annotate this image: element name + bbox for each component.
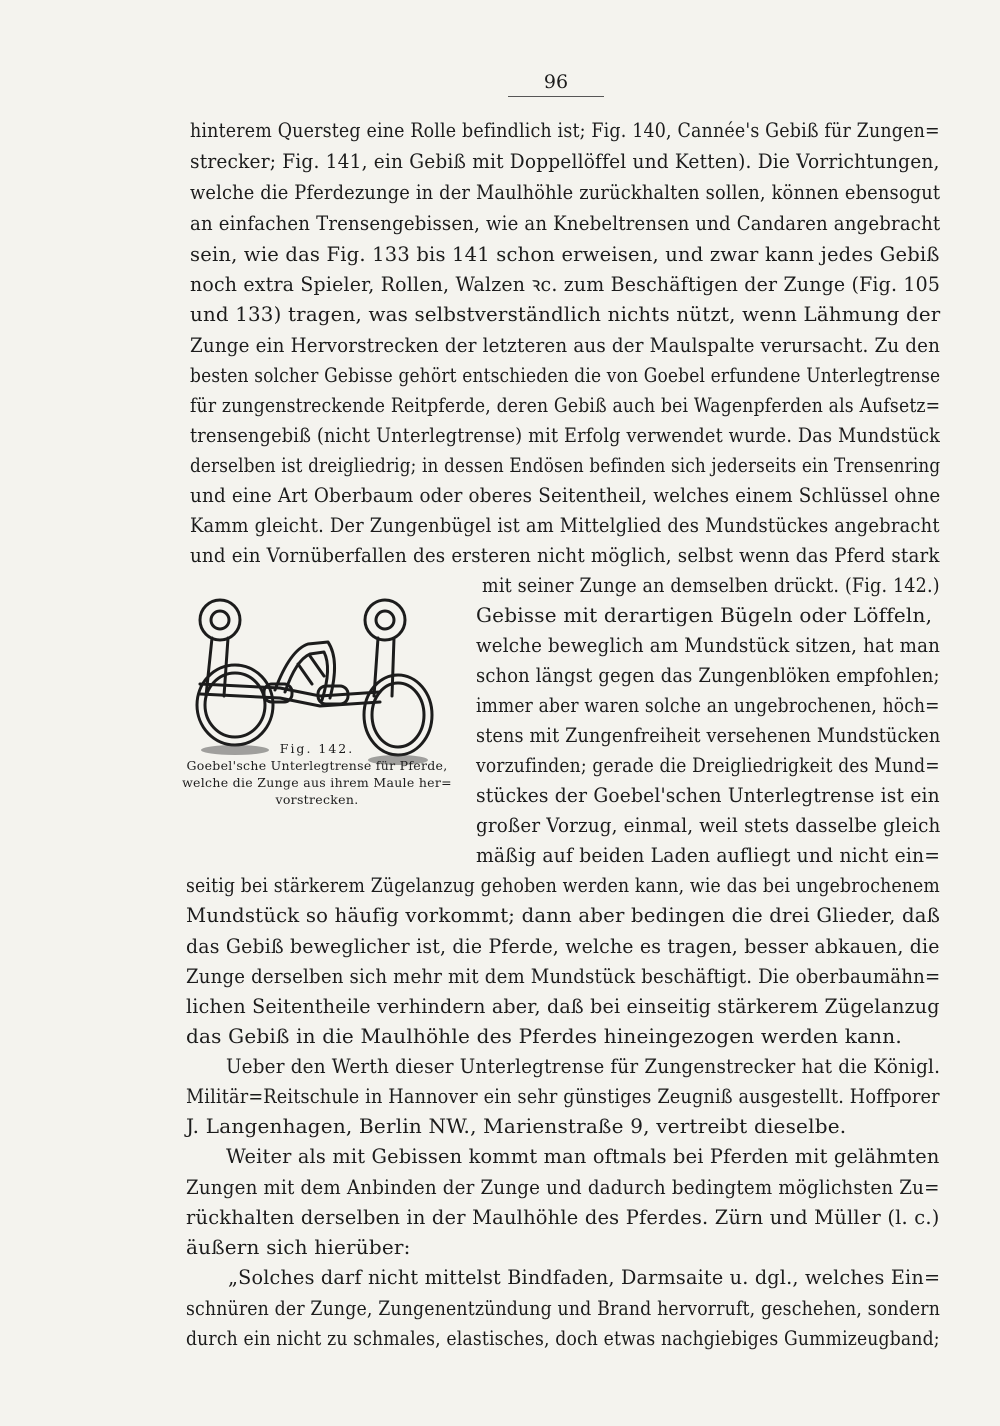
- figure-caption: [176, 740, 458, 808]
- text-line: das Gebiß in die Maulhöhle des Pferdes hineingezogen werden kann.: [186, 1024, 902, 1048]
- text-line: mit seiner Zunge an demselben drückt. (Fig. 142.): [482, 573, 940, 597]
- text-line: Weiter als mit Gebissen kommt man oftmals bei Pferden mit gelähmten: [226, 1144, 940, 1168]
- text-line: Zunge ein Hervorstrecken der letzteren aus der Maulspalte verursacht. Zu den: [190, 333, 941, 357]
- text-line: großer Vorzug, einmal, weil stets dasselbe gleich: [476, 813, 941, 837]
- text-line: und ein Vornüberfallen des ersteren nicht möglich, selbst wenn das Pferd stark: [190, 543, 940, 567]
- text-line: sein, wie das Fig. 133 bis 141 schon erweisen, und zwar kann jedes Gebiß: [190, 242, 940, 266]
- text-line: lichen Seitentheile verhindern aber, daß bei einseitig stärkerem Zügelanzug: [186, 994, 940, 1018]
- text-line: an einfachen Trensengebissen, wie an Knebeltrensen und Candaren angebracht: [190, 211, 941, 235]
- text-line: Zungen mit dem Anbinden der Zunge und dadurch bedingtem möglichsten Zu=: [186, 1175, 940, 1199]
- text-line: rückhalten derselben in der Maulhöhle des Pferdes. Zürn und Müller (l. c.): [186, 1205, 940, 1229]
- page-number: 96: [543, 71, 569, 93]
- text-line: besten solcher Gebisse gehört entschieden die von Goebel erfundene Unterlegtrense: [190, 363, 941, 387]
- text-line: und 133) tragen, was selbstverständlich nichts nützt, wenn Lähmung der: [190, 302, 941, 326]
- text-line: strecker; Fig. 141, ein Gebiß mit Doppellöffel und Ketten). Die Vorrichtungen,: [190, 149, 940, 173]
- figure-label: Fig. 142.: [279, 741, 355, 756]
- text-line: durch ein nicht zu schmales, elastisches, doch etwas nachgiebiges Gummizeugband;: [186, 1326, 940, 1350]
- text-line: Gebisse mit derartigen Bügeln oder Löffeln,: [476, 603, 933, 627]
- text-line: „Solches darf nicht mittelst Bindfaden, Darmsaite u. dgl., welches Ein=: [228, 1265, 941, 1289]
- caption-line: vorstrecken.: [275, 792, 359, 807]
- text-line: äußern sich hierüber:: [186, 1235, 411, 1259]
- text-line: seitig bei stärkerem Zügelanzug gehoben werden kann, wie das bei ungebrochenem: [186, 873, 940, 897]
- text-line: schnüren der Zunge, Zungenentzündung und Brand hervorruft, geschehen, sondern: [186, 1296, 941, 1320]
- text-line: welche beweglich am Mundstück sitzen, hat man: [476, 633, 941, 657]
- caption-line: welche die Zunge aus ihrem Maule her=: [182, 775, 452, 790]
- caption-line: Goebel'sche Unterlegtrense für Pferde,: [186, 758, 448, 773]
- text-line: Kamm gleicht. Der Zungenbügel ist am Mittelglied des Mundstückes angebracht: [190, 513, 940, 537]
- text-line: welche die Pferdezunge in der Maulhöhle zurückhalten sollen, können ebensogut: [190, 180, 941, 204]
- text-line: Ueber den Werth dieser Unterlegtrense für Zungenstrecker hat die Königl.: [226, 1054, 941, 1078]
- text-line: immer aber waren solche an ungebrochenen, höch=: [476, 693, 940, 717]
- text-line: stens mit Zungenfreiheit versehenen Mundstücken: [476, 723, 941, 747]
- text-line: noch extra Spieler, Rollen, Walzen ꝛc. zum Beschäftigen der Zunge (Fig. 105: [190, 272, 941, 296]
- text-line: schon längst gegen das Zungenblöken empfohlen;: [476, 663, 940, 687]
- text-line: Militär=Reitschule in Hannover ein sehr günstiges Zeugniß ausgestellt. Hoffporer: [186, 1084, 940, 1108]
- text-line: trensengebiß (nicht Unterlegtrense) mit Erfolg verwendet wurde. Das Mundstück: [190, 423, 941, 447]
- text-line: derselben ist dreigliedrig; in dessen Endösen befinden sich jederseits ein Trensenring: [190, 453, 941, 477]
- text-line: Zunge derselben sich mehr mit dem Mundstück beschäftigt. Die oberbaumähn=: [186, 964, 941, 988]
- text-line: das Gebiß beweglicher ist, die Pferde, welche es tragen, besser abkauen, die: [186, 934, 940, 958]
- text-line: mäßig auf beiden Laden aufliegt und nicht ein=: [476, 843, 941, 867]
- text-line: vorzufinden; gerade die Dreigliedrigkeit des Mund=: [476, 753, 940, 777]
- text-line: für zungenstreckende Reitpferde, deren Gebiß auch bei Wagenpferden als Aufsetz=: [190, 393, 941, 417]
- text-line: stückes der Goebel'schen Unterlegtrense ist ein: [476, 783, 940, 807]
- page-number-rule: [508, 96, 604, 97]
- text-line: hinterem Quersteg eine Rolle befindlich ist; Fig. 140, Cannée's Gebiß für Zungen=: [190, 118, 940, 142]
- text-line: Mundstück so häufig vorkommt; dann aber bedingen die drei Glieder, daß: [186, 903, 941, 927]
- text-line: und eine Art Oberbaum oder oberes Seitentheil, welches einem Schlüssel ohne: [190, 483, 941, 507]
- text-line: J. Langenhagen, Berlin NW., Marienstraße 9, vertreibt dieselbe.: [186, 1114, 847, 1138]
